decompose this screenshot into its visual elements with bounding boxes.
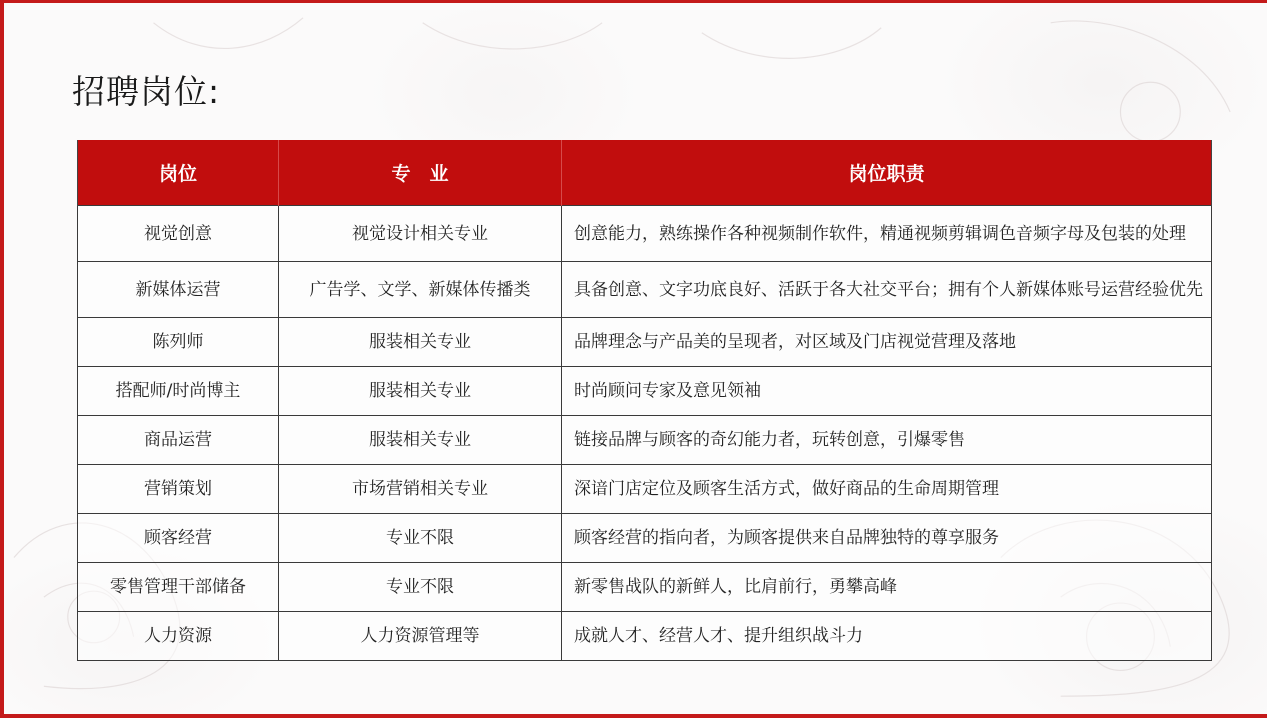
position-cell: 陈列师 — [78, 318, 279, 367]
table-row — [78, 612, 1212, 661]
position-cell: 顾客经营 — [78, 514, 279, 563]
duties-cell: 时尚顾问专家及意见领袖 — [562, 367, 1212, 416]
major-cell: 专业不限 — [279, 514, 562, 563]
table-row — [78, 318, 1212, 367]
table-row — [78, 563, 1212, 612]
header-position: 岗位 — [78, 140, 279, 206]
duties-cell: 链接品牌与顾客的奇幻能力者，玩转创意，引爆零售 — [562, 416, 1212, 465]
duties-cell: 新零售战队的新鲜人，比肩前行，勇攀高峰 — [562, 563, 1212, 612]
major-cell: 视觉设计相关专业 — [279, 206, 562, 262]
duties-cell: 品牌理念与产品美的呈现者，对区域及门店视觉营理及落地 — [562, 318, 1212, 367]
major-cell: 服装相关专业 — [279, 367, 562, 416]
duties-cell: 深谙门店定位及顾客生活方式，做好商品的生命周期管理 — [562, 465, 1212, 514]
duties-cell: 成就人才、经营人才、提升组织战斗力 — [562, 612, 1212, 661]
table-row — [78, 367, 1212, 416]
page-title: 招聘岗位: — [72, 72, 221, 111]
position-cell: 人力资源 — [78, 612, 279, 661]
position-cell: 搭配师/时尚博主 — [78, 367, 279, 416]
header-duties: 岗位职责 — [562, 140, 1212, 206]
duties-cell: 顾客经营的指向者，为顾客提供来自品牌独特的尊享服务 — [562, 514, 1212, 563]
job-positions-table — [77, 140, 1212, 661]
duties-cell: 创意能力，熟练操作各种视频制作软件，精通视频剪辑调色音频字母及包装的处理 — [562, 206, 1212, 262]
table-row — [78, 416, 1212, 465]
duties-cell: 具备创意、文字功底良好、活跃于各大社交平台；拥有个人新媒体账号运营经验优先 — [562, 262, 1212, 318]
major-cell: 服装相关专业 — [279, 416, 562, 465]
position-cell: 视觉创意 — [78, 206, 279, 262]
table-row — [78, 514, 1212, 563]
header-major: 专 业 — [279, 140, 562, 206]
position-cell: 营销策划 — [78, 465, 279, 514]
table-row — [78, 206, 1212, 262]
major-cell: 专业不限 — [279, 563, 562, 612]
major-cell: 服装相关专业 — [279, 318, 562, 367]
table-row — [78, 262, 1212, 318]
major-cell: 市场营销相关专业 — [279, 465, 562, 514]
table-row — [78, 465, 1212, 514]
position-cell: 商品运营 — [78, 416, 279, 465]
position-cell: 零售管理干部储备 — [78, 563, 279, 612]
major-cell: 人力资源管理等 — [279, 612, 562, 661]
table-header-row — [78, 140, 1212, 206]
position-cell: 新媒体运营 — [78, 262, 279, 318]
major-cell: 广告学、文学、新媒体传播类 — [279, 262, 562, 318]
